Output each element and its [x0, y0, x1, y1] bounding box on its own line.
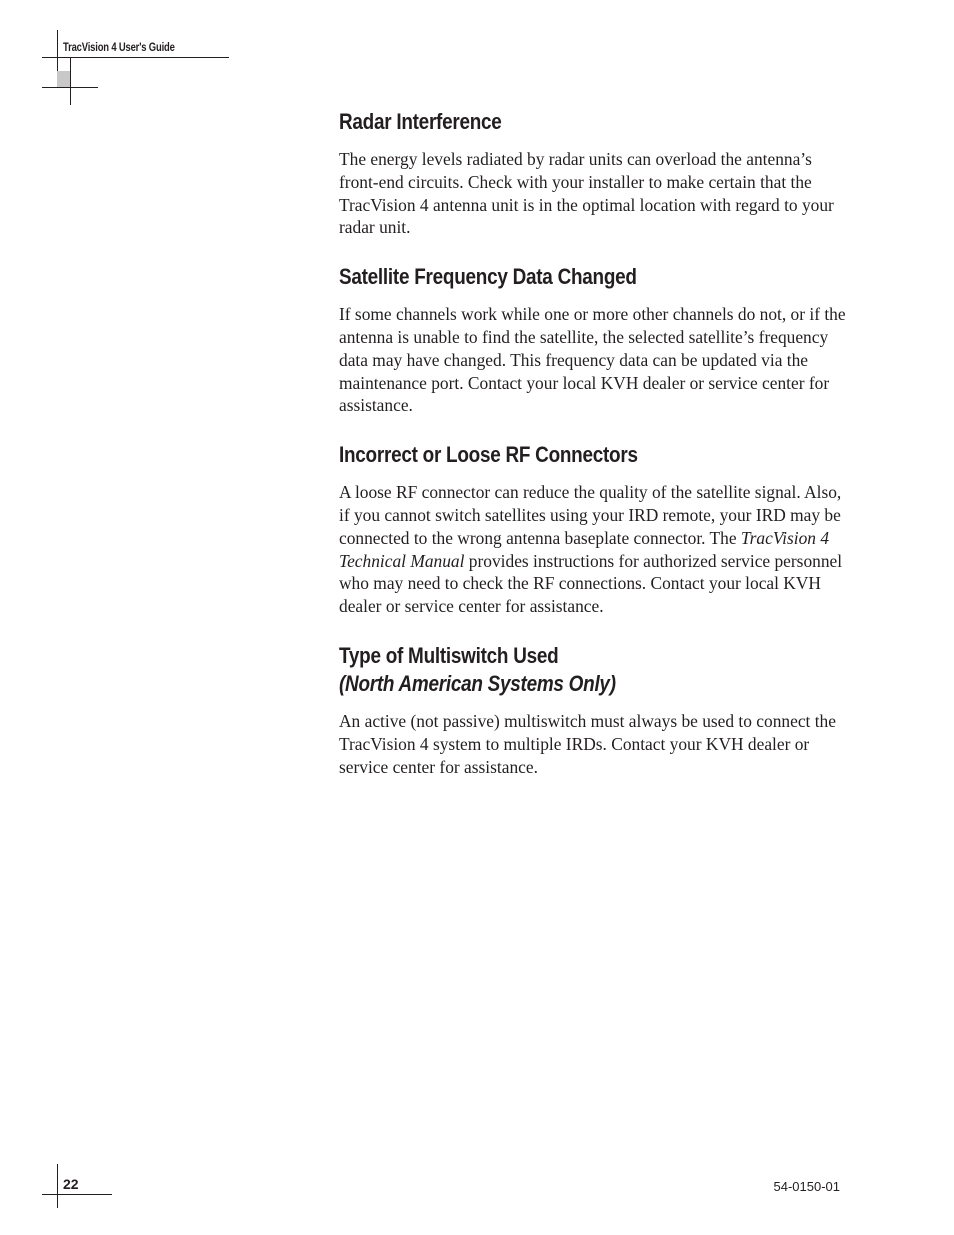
- footer-mark-vertical: [57, 1164, 58, 1208]
- section-body: If some channels work while one or more other channels do not, or if the antenna is unable to find the satellite, the selected satellite’s frequency data may have changed. This frequency data can be updated via the maintenance port. Contact your local KVH dealer or service center for assistance.: [339, 304, 846, 416]
- heading-sub: (North American Systems Only): [339, 670, 616, 696]
- footer-rule: [42, 1194, 112, 1195]
- running-head: TracVision 4 User's Guide: [63, 42, 175, 54]
- page-content: [339, 108, 849, 802]
- body-text: A loose RF connector can reduce the quality of the satellite signal. Also, if you cannot switch satellites using your IRD remote, your IRD may be connected to the wrong antenna baseplate connector. The: [339, 482, 842, 548]
- section-body: The energy levels radiated by radar units can overload the antenna’s front-end circuits. Check with your installer to make certain that the TracVision 4 antenna unit is in the optimal location with regard to your radar unit.: [339, 149, 834, 238]
- manual-title: TracVision 4 Technical Manual: [339, 527, 830, 571]
- crop-mark-horizontal: [42, 87, 98, 88]
- section-heading: Radar Interference: [339, 109, 502, 134]
- section-body: An active (not passive) multiswitch must always be used to connect the TracVision 4 system to multiple IRDs. Contact your KVH dealer or service center for assistance.: [339, 710, 836, 777]
- section-satellite-frequency: [339, 263, 849, 417]
- section-radar-interference: [339, 108, 849, 239]
- page-number: 22: [63, 1176, 79, 1192]
- section-heading: Incorrect or Loose RF Connectors: [339, 442, 638, 468]
- crop-mark-vertical-inner: [70, 57, 71, 105]
- section-rf-connectors: [339, 441, 849, 618]
- section-multiswitch: [339, 642, 849, 778]
- section-body: [339, 481, 849, 618]
- section-heading: [339, 642, 778, 698]
- section-heading: Satellite Frequency Data Changed: [339, 264, 637, 290]
- document-number: 54-0150-01: [773, 1179, 840, 1194]
- registration-swatch: [57, 71, 70, 87]
- body-text: provides instructions for authorized service personnel who may need to check the RF connections. Contact your local KVH dealer or service center for assistance.: [339, 550, 843, 617]
- heading-main: Type of Multiswitch Used: [339, 642, 559, 668]
- header-rule: [42, 57, 229, 58]
